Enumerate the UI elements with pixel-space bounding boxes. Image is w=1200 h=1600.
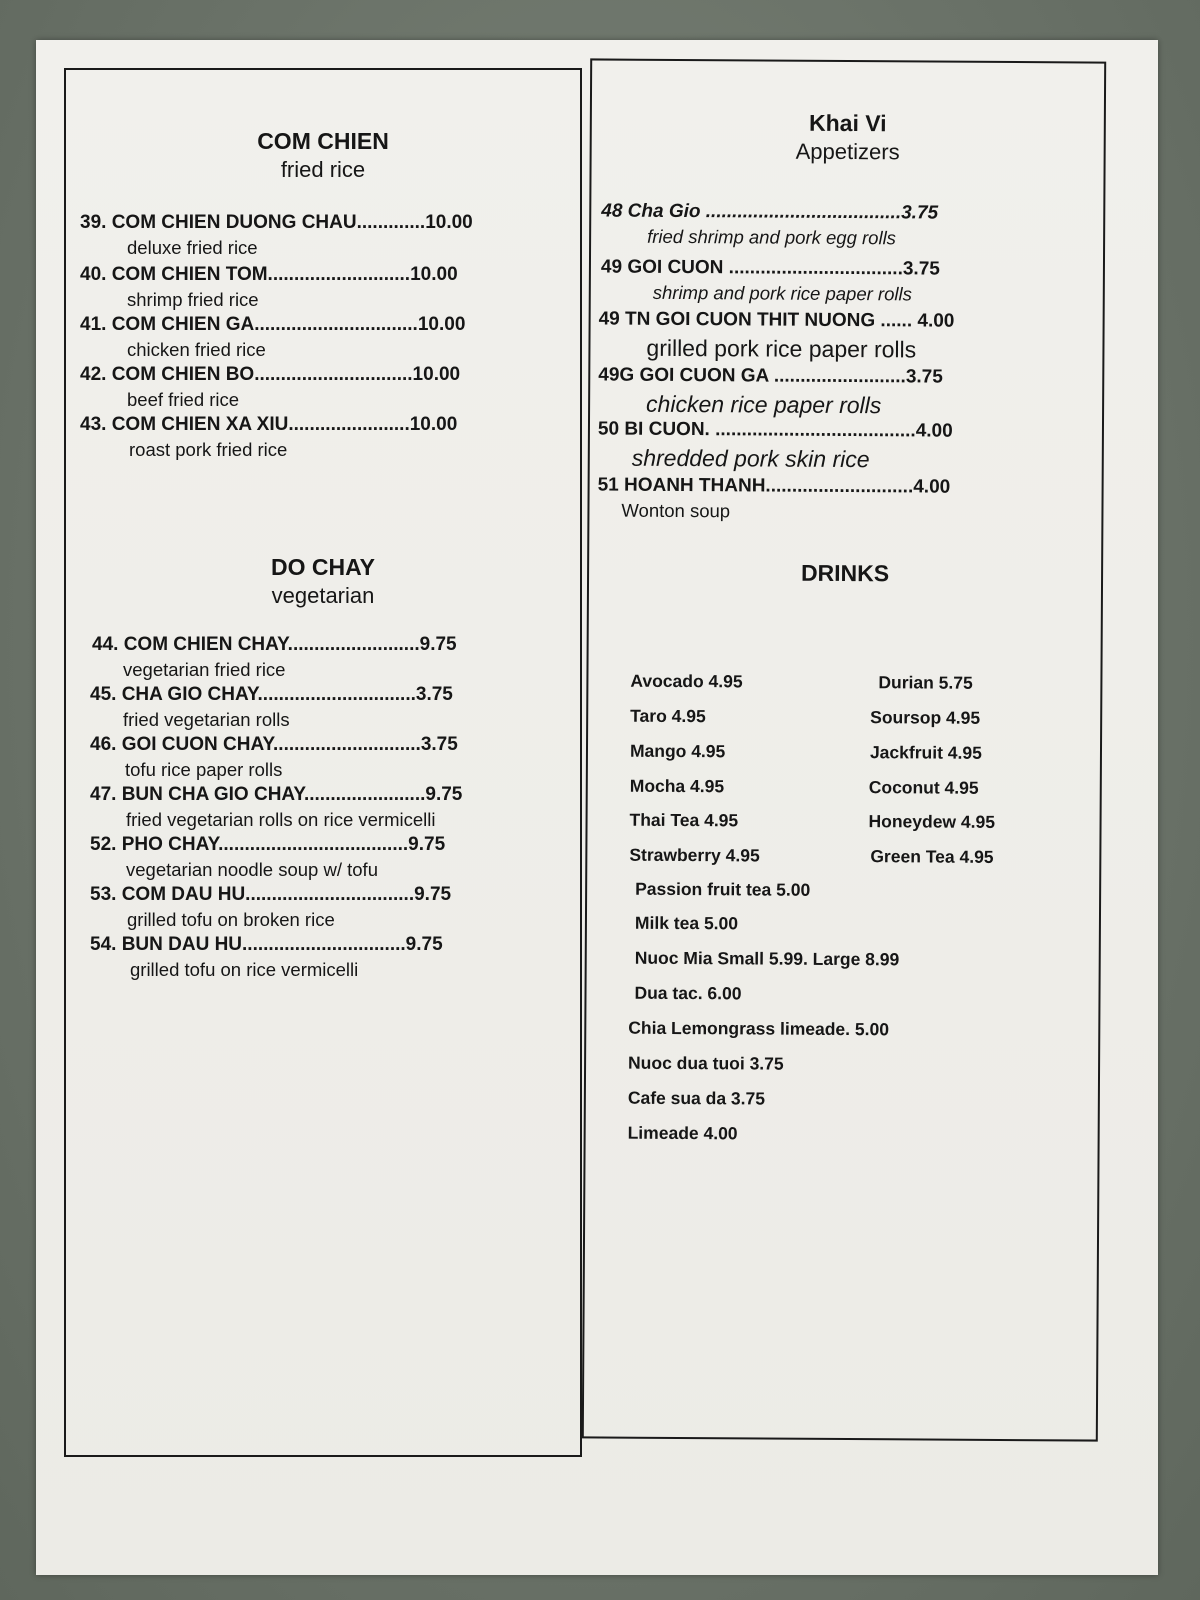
menu-item (80, 210, 473, 260)
item-line: 54. BUN DAU HU...............................9.75 (90, 934, 443, 955)
item-desc: fried vegetarian rolls on rice vermicelli (126, 809, 436, 830)
do-chay-heading: DO CHAY (271, 554, 375, 580)
drink-item: Durian 5.75 (878, 672, 973, 693)
khai-vi-subtitle: Appetizers (795, 138, 900, 165)
item-desc: shrimp and pork rice paper rolls (652, 281, 912, 305)
item-line: 39. COM CHIEN DUONG CHAU.............10.00 (80, 212, 473, 233)
item-desc: tofu rice paper rolls (125, 759, 283, 780)
item-line: 41. COM CHIEN GA...............................10.00 (80, 314, 466, 335)
com-chien-subtitle: fried rice (280, 157, 366, 182)
drink-item: Strawberry 4.95 (629, 844, 760, 866)
right-menu-panel (582, 58, 1106, 1441)
drink-item: Taro 4.95 (630, 705, 706, 727)
menu-item (90, 882, 451, 932)
drink-item: Chia Lemongrass limeade. 5.00 (628, 1017, 890, 1040)
menu-item (92, 632, 457, 682)
item-line: 40. COM CHIEN TOM...........................10.00 (80, 264, 458, 285)
drink-item: Milk tea 5.00 (634, 912, 739, 934)
khai-vi-heading: Khai Vi (808, 109, 887, 137)
drink-item: Limeade 4.00 (627, 1122, 738, 1144)
drink-item: Nuoc Mia Small 5.99. Large 8.99 (634, 947, 900, 970)
item-desc: roast pork fried rice (129, 439, 288, 460)
drink-item: Coconut 4.95 (868, 777, 979, 798)
drink-item: Jackfruit 4.95 (869, 742, 982, 763)
item-desc: deluxe fried rice (127, 237, 258, 258)
item-line: 46. GOI CUON CHAY............................3.75 (90, 734, 458, 755)
item-desc: chicken rice paper rolls (646, 390, 882, 419)
item-line: 48 Cha Gio .....................................3.75 (601, 200, 939, 224)
item-desc: beef fried rice (127, 389, 240, 410)
item-line: 52. PHO CHAY....................................9.75 (90, 834, 446, 855)
menu-item (80, 262, 458, 312)
menu-item (90, 732, 458, 782)
drink-item: Thai Tea 4.95 (629, 809, 739, 831)
drink-item: Mocha 4.95 (629, 775, 725, 797)
menu-item (598, 306, 954, 364)
drink-item: Soursop 4.95 (870, 707, 981, 728)
item-line: 44. COM CHIEN CHAY.........................9.75 (92, 634, 457, 655)
item-desc: vegetarian fried rice (123, 659, 286, 680)
drink-item: Honeydew 4.95 (868, 811, 996, 832)
item-desc: grilled tofu on rice vermicelli (130, 959, 359, 980)
item-line: 47. BUN CHA GIO CHAY.......................9.75 (90, 784, 463, 805)
drink-item: Nuoc dua tuoi 3.75 (628, 1052, 784, 1074)
item-line: 43. COM CHIEN XA XIU.......................10.00 (80, 414, 458, 435)
menu-item (90, 932, 443, 982)
menu-item (597, 472, 950, 524)
menu-item (90, 682, 453, 732)
menu-item (80, 362, 460, 412)
menu-item (90, 832, 445, 882)
drink-item: Avocado 4.95 (630, 670, 743, 692)
menu-item (601, 255, 940, 307)
item-line: 45. CHA GIO CHAY..............................3.75 (90, 684, 453, 705)
item-line: 49 TN GOI CUON THIT NUONG ...... 4.00 (598, 308, 955, 332)
drink-item: Mango 4.95 (629, 740, 726, 762)
menu-item (80, 312, 465, 362)
drink-item: Dua tac. 6.00 (634, 982, 742, 1004)
menu-item (90, 782, 462, 832)
drinks-heading: DRINKS (800, 559, 890, 587)
item-line: 42. COM CHIEN BO..............................10.00 (80, 364, 461, 385)
menu-item (601, 199, 938, 251)
item-desc: shredded pork skin rice (631, 444, 870, 473)
item-desc: grilled tofu on broken rice (127, 909, 335, 930)
item-line: 51 HOANH THANH............................4.00 (597, 474, 951, 498)
item-desc: fried shrimp and pork egg rolls (647, 225, 897, 249)
drink-item: Passion fruit tea 5.00 (635, 878, 811, 900)
item-line: 53. COM DAU HU................................9.75 (90, 884, 452, 905)
com-chien-heading: COM CHIEN (257, 128, 389, 154)
menu-sheet (36, 40, 1158, 1575)
item-desc: vegetarian noodle soup w/ tofu (126, 859, 378, 880)
left-menu-panel (64, 68, 582, 1457)
item-desc: grilled pork rice paper rolls (646, 334, 917, 363)
item-desc: shrimp fried rice (127, 289, 259, 310)
item-line: 50 BI CUON. ......................................4.00 (597, 418, 953, 442)
menu-item (598, 416, 953, 474)
menu-item (80, 412, 457, 462)
item-desc: Wonton soup (621, 499, 731, 522)
item-desc: chicken fried rice (127, 339, 266, 360)
drink-item: Cafe sua da 3.75 (627, 1087, 766, 1109)
menu-item (598, 362, 943, 420)
item-line: 49 GOI CUON .................................3.75 (600, 256, 940, 280)
item-desc: fried vegetarian rolls (123, 709, 290, 730)
item-line: 49G GOI CUON GA .........................3.75 (598, 364, 943, 388)
do-chay-subtitle: vegetarian (271, 583, 375, 608)
drink-item: Green Tea 4.95 (870, 846, 994, 867)
